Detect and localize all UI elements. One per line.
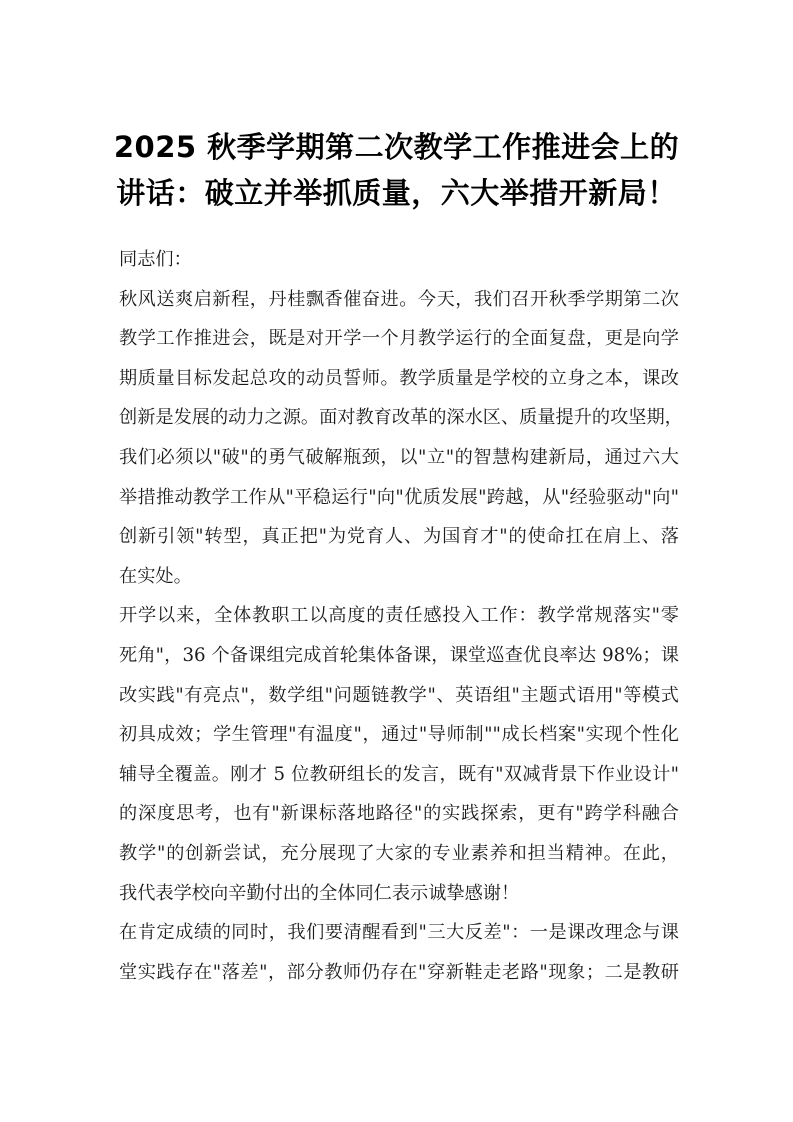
- paragraph-line: 创新是发展的动力之源。面对教育改革的深水区、质量提升的攻坚期，: [119, 407, 683, 429]
- paragraph-line: 死角"，36 个备课组完成首轮集体备课，课堂巡查优良率达 98%；课: [119, 644, 679, 666]
- paragraph-line: 期质量目标发起总攻的动员誓师。教学质量是学校的立身之本，课改: [119, 367, 679, 389]
- paragraph-line: 开学以来，全体教职工以高度的责任感投入工作：教学常规落实"零: [119, 605, 679, 627]
- title-line-1: 2025 秋季学期第二次教学工作推进会上的: [113, 130, 680, 164]
- salutation: 同志们：: [119, 249, 192, 270]
- title-line-2: 讲话：破立并举抓质量，六大举措开新局！: [116, 176, 677, 210]
- paragraph-line: 的深度思考，也有"新课标落地路径"的实践探索，更有"跨学科融合: [119, 803, 679, 825]
- paragraph-line: 改实践"有亮点"，数学组"问题链教学"、英语组"主题式语用"等模式: [119, 684, 679, 706]
- paragraph-line: 辅导全覆盖。刚才 5 位教研组长的发言，既有"双减背景下作业设计": [119, 763, 679, 785]
- document-body: [119, 240, 683, 992]
- document-title: [0, 124, 793, 216]
- paragraph-line: 秋风送爽启新程，丹桂飘香催奋进。今天，我们召开秋季学期第二次: [119, 288, 679, 310]
- paragraph-line: 初具成效；学生管理"有温度"，通过"导师制""成长档案"实现个性化: [119, 724, 679, 746]
- paragraph-line: 在肯定成绩的同时，我们要清醒看到"三大反差"：一是课改理念与课: [119, 922, 679, 944]
- paragraph-1: [119, 280, 683, 597]
- paragraph-line: 我们必须以"破"的勇气破解瓶颈，以"立"的智慧构建新局，通过六大: [119, 446, 679, 468]
- paragraph-line: 教学"的创新尝试，充分展现了大家的专业素养和担当精神。在此，: [119, 842, 679, 864]
- paragraph-3: [119, 913, 679, 992]
- paragraph-line: 堂实践存在"落差"，部分教师仍存在"穿新鞋走老路"现象；二是教研: [119, 961, 679, 983]
- paragraph-line: 举措推动教学工作从"平稳运行"向"优质发展"跨越，从"经验驱动"向": [119, 486, 679, 508]
- paragraph-line: 我代表学校向辛勤付出的全体同仁表示诚挚感谢！: [119, 882, 520, 904]
- paragraph-2: [119, 596, 679, 913]
- paragraph-line: 教学工作推进会，既是对开学一个月教学运行的全面复盘，更是向学: [119, 328, 679, 350]
- paragraph-line: 在实处。: [119, 565, 192, 587]
- paragraph-line: 创新引领"转型，真正把"为党育人、为国育才"的使命扛在肩上、落: [119, 526, 679, 548]
